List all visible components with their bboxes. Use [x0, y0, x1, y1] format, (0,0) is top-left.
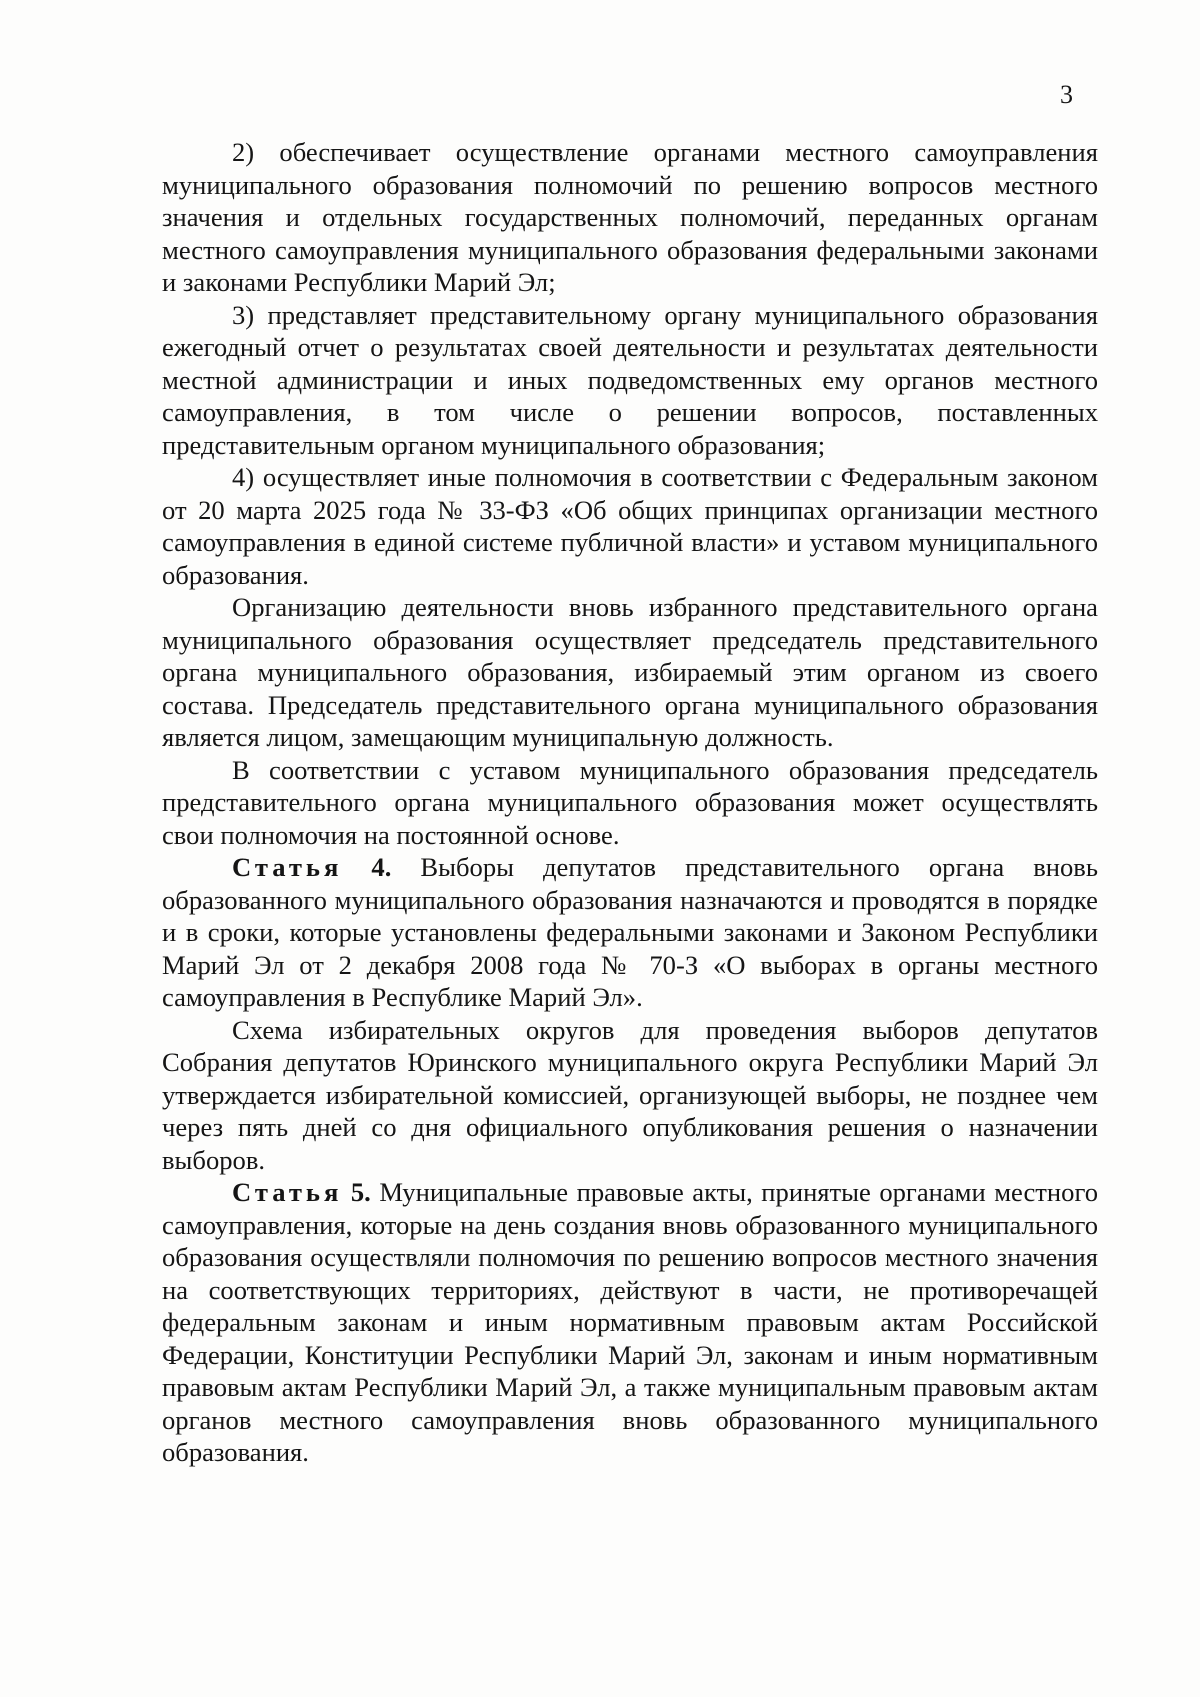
paragraph-item-3: 3) представляет представительному органу муниципального образования ежегодный отчет о результатах своей деятельности и результатах деятельности местной администрации и иных подведомственных ему органов местного самоуправления, в том числе о решении вопросов, поставленных представительным органом муниципального образования; [162, 299, 1098, 460]
document-body [162, 136, 1098, 1469]
paragraph-item-4: 4) осуществляет иные полномочия в соответствии с Федеральным законом от 20 марта 2025 года № 33-ФЗ «Об общих принципах организации местного самоуправления в единой системе публичной власти» и уставом муниципального образования. [162, 462, 1098, 590]
paragraph-district-scheme: Схема избирательных округов для проведения выборов депутатов Собрания депутатов Юринского муниципального округа Республики Марий Эл утверждается избирательной комиссией, организующей выборы, не позднее чем через пять дней со дня официального опубликования решения о назначении выборов. [162, 1014, 1098, 1175]
article-4-number: 4. [371, 852, 392, 882]
page-number: 3 [1060, 80, 1073, 109]
article-5-number: 5. [350, 1177, 371, 1207]
article-4-text: Выборы депутатов представительного органа вновь образованного муниципального образования назначаются и проводятся в порядке и в сроки, которые установлены федеральными законами и Законом Республики Марий Эл от 2 декабря 2008 года № 70-З «О выборах в органы местного самоуправления в Республике Марий Эл». [162, 852, 1098, 1012]
article-4-label: Статья [232, 852, 343, 882]
paragraph-item-2: 2) обеспечивает осуществление органами местного самоуправления муниципального образования полномочий по решению вопросов местного значения и отдельных государственных полномочий, переданных органам местного самоуправления муниципального образования федеральными законами и законами Республики Марий Эл; [162, 137, 1098, 297]
paragraph-chairman-organization: Организацию деятельности вновь избранного представительного органа муниципального образования осуществляет председатель представительного органа муниципального образования, избираемый этим органом из своего состава. Председатель представительного органа муниципального образования является лицом, замещающим муниципальную должность. [162, 592, 1098, 752]
paragraph-chairman-permanent: В соответствии с уставом муниципального образования председатель представительного органа муниципального образования может осуществлять свои полномочия на постоянной основе. [162, 754, 1098, 850]
article-5-text: Муниципальные правовые акты, принятые органами местного самоуправления, которые на день создания вновь образованного муниципального образования осуществляли полномочия по решению вопросов местного значения на соответствующих территориях, действуют в части, не противоречащей федеральным законам и иным нормативным правовым актам Российской Федерации, Конституции Республики Марий Эл, законам и иным нормативным правовым актам Республики Марий Эл, а также муниципальным правовым актам органов местного самоуправления вновь образованного муниципального образования. [162, 1177, 1098, 1467]
article-5-label: Статья [232, 1177, 343, 1207]
article-4-paragraph [162, 851, 1098, 1014]
article-5-paragraph [162, 1176, 1098, 1469]
